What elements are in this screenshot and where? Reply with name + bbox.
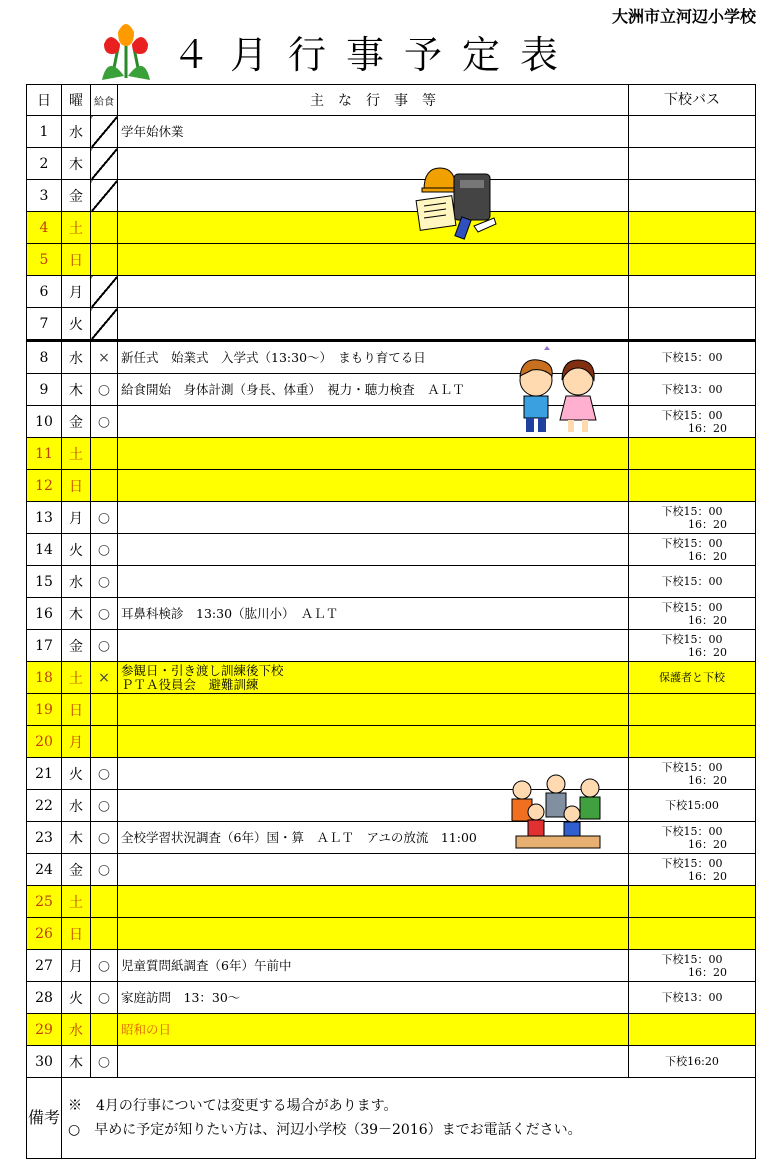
meal-mark: ○ [97,605,111,622]
meal-cell [91,726,118,758]
meal-cell [91,854,118,886]
schedule-table [26,84,756,1159]
event-cell [118,148,629,180]
bus-cell [629,790,756,822]
day-cell: 16 [27,598,62,630]
day-cell: 6 [27,276,62,308]
weekday-cell: 日 [62,244,91,276]
table-row [27,470,756,502]
weekday-cell: 木 [62,374,91,406]
meal-cell [91,950,118,982]
meal-cell [91,470,118,502]
bus-cell [629,534,756,566]
day-cell: 5 [27,244,62,276]
meal-cell [91,148,118,180]
day-cell: 10 [27,406,62,438]
bus-time: 下校15：00 [661,536,723,550]
bus-cell [629,470,756,502]
table-row [27,244,756,276]
bus-cell [629,982,756,1014]
day-cell: 25 [27,886,62,918]
day-cell: 26 [27,918,62,950]
event-cell [118,1046,629,1078]
weekday-cell: 水 [62,566,91,598]
weekday-cell: 金 [62,854,91,886]
event-cell [118,534,629,566]
meal-cell [91,534,118,566]
meal-cell [91,886,118,918]
meal-cell [91,662,118,694]
day-cell: 1 [27,116,62,148]
meal-cell [91,694,118,726]
notes-row [27,1078,756,1159]
event-text: 新任式 始業式 入学式（13:30～） まもり育てる日 [121,349,426,365]
table-row [27,1014,756,1046]
event-cell [118,566,629,598]
meal-mark: ○ [97,861,111,878]
notes-label: 備考 [27,1078,62,1159]
table-row [27,180,756,212]
meal-cell [91,341,118,374]
event-cell [118,630,629,662]
bus-time: 16：20 [688,869,727,883]
bus-cell [629,630,756,662]
event-cell [118,854,629,886]
header-meal: 給食 [91,85,118,116]
weekday-cell: 火 [62,982,91,1014]
table-row [27,758,756,790]
bus-cell [629,406,756,438]
day-cell: 20 [27,726,62,758]
bus-time: 下校15:00 [665,799,719,812]
weekday-cell: 金 [62,180,91,212]
event-text: 家庭訪問 13：30～ [121,989,241,1005]
bus-cell [629,1014,756,1046]
day-cell: 22 [27,790,62,822]
table-row [27,694,756,726]
meal-cell [91,212,118,244]
meal-mark: ○ [97,637,111,654]
bus-cell [629,341,756,374]
meal-mark: ○ [97,573,111,590]
bus-cell [629,1046,756,1078]
event-text: ＰＴＡ役員会 避難訓練 [121,676,259,692]
meal-mark: ○ [97,1053,111,1070]
bus-cell [629,854,756,886]
bus-time: 下校15：00 [661,575,723,588]
table-row [27,598,756,630]
bus-cell [629,374,756,406]
weekday-cell: 月 [62,502,91,534]
table-row [27,566,756,598]
event-text: 昭和の日 [121,1021,172,1037]
bus-time: 16：20 [688,549,727,563]
meal-cell [91,1014,118,1046]
day-cell: 14 [27,534,62,566]
weekday-cell: 火 [62,308,91,341]
school-name: 大洲市立河辺小学校 [611,7,756,26]
table-row [27,886,756,918]
table-row [27,438,756,470]
table-row [27,308,756,341]
weekday-cell: 木 [62,598,91,630]
meal-mark: ○ [97,541,111,558]
bus-time: 保護者と下校 [659,671,725,684]
weekday-cell: 木 [62,148,91,180]
event-cell [118,950,629,982]
bus-time: 16：20 [688,421,727,435]
meal-cell [91,982,118,1014]
weekday-cell: 水 [62,790,91,822]
day-cell: 21 [27,758,62,790]
bus-time: 下校15：00 [661,504,723,518]
bus-time: 下校15：00 [661,351,723,364]
bus-time: 16：20 [688,613,727,627]
header-events: 主 な 行 事 等 [118,85,629,116]
day-cell: 7 [27,308,62,341]
event-text: 全校学習状況調査（6年）国・算 ＡＬＴ アユの放流 11:00 [121,829,477,845]
weekday-cell: 水 [62,1014,91,1046]
meal-cell [91,116,118,148]
day-cell: 12 [27,470,62,502]
bus-time: 下校15：00 [661,952,723,966]
event-cell [118,438,629,470]
header-bus: 下校バス [629,85,756,116]
meal-cell [91,918,118,950]
meal-mark: ○ [97,957,111,974]
weekday-cell: 木 [62,822,91,854]
table-row [27,662,756,694]
meal-cell [91,822,118,854]
table-row [27,854,756,886]
event-text: 学年始休業 [121,123,184,139]
day-cell: 3 [27,180,62,212]
table-row [27,148,756,180]
event-cell [118,116,629,148]
bus-time: 下校15：00 [661,856,723,870]
event-cell [118,502,629,534]
weekday-cell: 日 [62,918,91,950]
bus-cell [629,180,756,212]
table-row [27,790,756,822]
meal-mark: ○ [97,989,111,1006]
event-text: 給食開始 身体計測（身長、体重） 視力・聴力検査 ＡＬＴ [121,381,465,397]
event-cell [118,918,629,950]
day-cell: 27 [27,950,62,982]
bus-time: 下校15：00 [661,760,723,774]
meal-cell [91,244,118,276]
event-cell [118,470,629,502]
meal-cell [91,566,118,598]
meal-mark: ○ [97,829,111,846]
meal-mark: ○ [97,381,111,398]
bus-cell [629,726,756,758]
weekday-cell: 日 [62,470,91,502]
meal-cell [91,406,118,438]
bus-cell [629,438,756,470]
bus-cell [629,918,756,950]
table-row [27,212,756,244]
bus-time: 下校15：00 [661,824,723,838]
table-row [27,918,756,950]
weekday-cell: 月 [62,276,91,308]
table-row [27,374,756,406]
bus-cell [629,694,756,726]
bus-cell [629,566,756,598]
weekday-cell: 水 [62,341,91,374]
meal-cell [91,374,118,406]
weekday-cell: 火 [62,534,91,566]
day-cell: 13 [27,502,62,534]
page-title: ４月行事予定表 [172,33,579,77]
meal-mark: × [98,669,110,686]
day-cell: 11 [27,438,62,470]
day-cell: 29 [27,1014,62,1046]
meal-cell [91,308,118,341]
event-cell [118,180,629,212]
table-row [27,534,756,566]
weekday-cell: 日 [62,694,91,726]
bus-cell [629,148,756,180]
bus-cell [629,502,756,534]
table-row [27,406,756,438]
event-cell [118,244,629,276]
event-cell [118,726,629,758]
day-cell: 9 [27,374,62,406]
meal-cell [91,502,118,534]
weekday-cell: 土 [62,212,91,244]
table-row [27,982,756,1014]
weekday-cell: 木 [62,1046,91,1078]
bus-cell [629,116,756,148]
bus-cell [629,950,756,982]
table-row [27,276,756,308]
weekday-cell: 金 [62,630,91,662]
meal-cell [91,758,118,790]
bus-time: 16：20 [688,773,727,787]
table-row [27,341,756,374]
weekday-cell: 火 [62,758,91,790]
weekday-cell: 水 [62,116,91,148]
table-row [27,1046,756,1078]
event-cell [118,276,629,308]
day-cell: 23 [27,822,62,854]
note-line-2: ○ 早めに予定が知りたい方は、河辺小学校（39－2016）までお電話ください。 [68,1122,582,1138]
bus-cell [629,598,756,630]
event-cell [118,982,629,1014]
table-row [27,502,756,534]
bus-time: 16：20 [688,517,727,531]
header-row [27,85,756,116]
event-text: 参観日・引き渡し訓練後下校 [121,662,284,678]
table-row [27,630,756,662]
event-cell [118,694,629,726]
weekday-cell: 土 [62,662,91,694]
day-cell: 19 [27,694,62,726]
meal-cell [91,790,118,822]
event-cell [118,598,629,630]
bus-time: 下校15：00 [661,408,723,422]
bus-cell [629,308,756,341]
meal-cell [91,438,118,470]
meal-mark: ○ [97,509,111,526]
meal-cell [91,276,118,308]
meal-cell [91,180,118,212]
weekday-cell: 金 [62,406,91,438]
event-cell [118,212,629,244]
bus-time: 下校16:20 [665,1055,719,1068]
weekday-cell: 月 [62,950,91,982]
event-cell [118,886,629,918]
bus-cell [629,822,756,854]
event-cell [118,308,629,341]
note-line-1: ※ 4月の行事については変更する場合があります。 [68,1098,398,1114]
day-cell: 17 [27,630,62,662]
meal-mark: × [98,349,110,366]
header-day: 日 [27,85,62,116]
tulip-icon [98,14,154,80]
bus-time: 16：20 [688,645,727,659]
bus-time: 下校15：00 [661,632,723,646]
weekday-cell: 月 [62,726,91,758]
day-cell: 18 [27,662,62,694]
day-cell: 30 [27,1046,62,1078]
bus-cell [629,244,756,276]
bus-time: 下校13：00 [661,991,723,1004]
event-cell [118,662,629,694]
meal-mark: ○ [97,765,111,782]
table-row [27,822,756,854]
meal-mark: ○ [97,413,111,430]
meal-cell [91,630,118,662]
bus-time: 16：20 [688,965,727,979]
table-row [27,950,756,982]
bus-time: 下校13：00 [661,383,723,396]
meal-cell [91,1046,118,1078]
bus-cell [629,662,756,694]
bus-time: 下校15：00 [661,600,723,614]
school-supplies-illustration [414,160,500,244]
day-cell: 8 [27,341,62,374]
day-cell: 4 [27,212,62,244]
event-cell [118,1014,629,1046]
table-row [27,726,756,758]
day-cell: 28 [27,982,62,1014]
weekday-cell: 土 [62,438,91,470]
weekday-cell: 土 [62,886,91,918]
bus-cell [629,886,756,918]
bus-cell [629,758,756,790]
day-cell: 2 [27,148,62,180]
day-cell: 24 [27,854,62,886]
event-text: 児童質問紙調査（6年）午前中 [121,957,292,973]
meal-cell [91,598,118,630]
children-illustration [508,346,608,438]
bus-time: 16：20 [688,837,727,851]
bus-cell [629,212,756,244]
table-row [27,116,756,148]
family-illustration [506,772,604,852]
notes-text [62,1078,756,1159]
header-weekday: 曜 [62,85,91,116]
day-cell: 15 [27,566,62,598]
event-text: 耳鼻科検診 13:30（肱川小） ＡＬＴ [121,605,339,621]
meal-mark: ○ [97,797,111,814]
bus-cell [629,276,756,308]
